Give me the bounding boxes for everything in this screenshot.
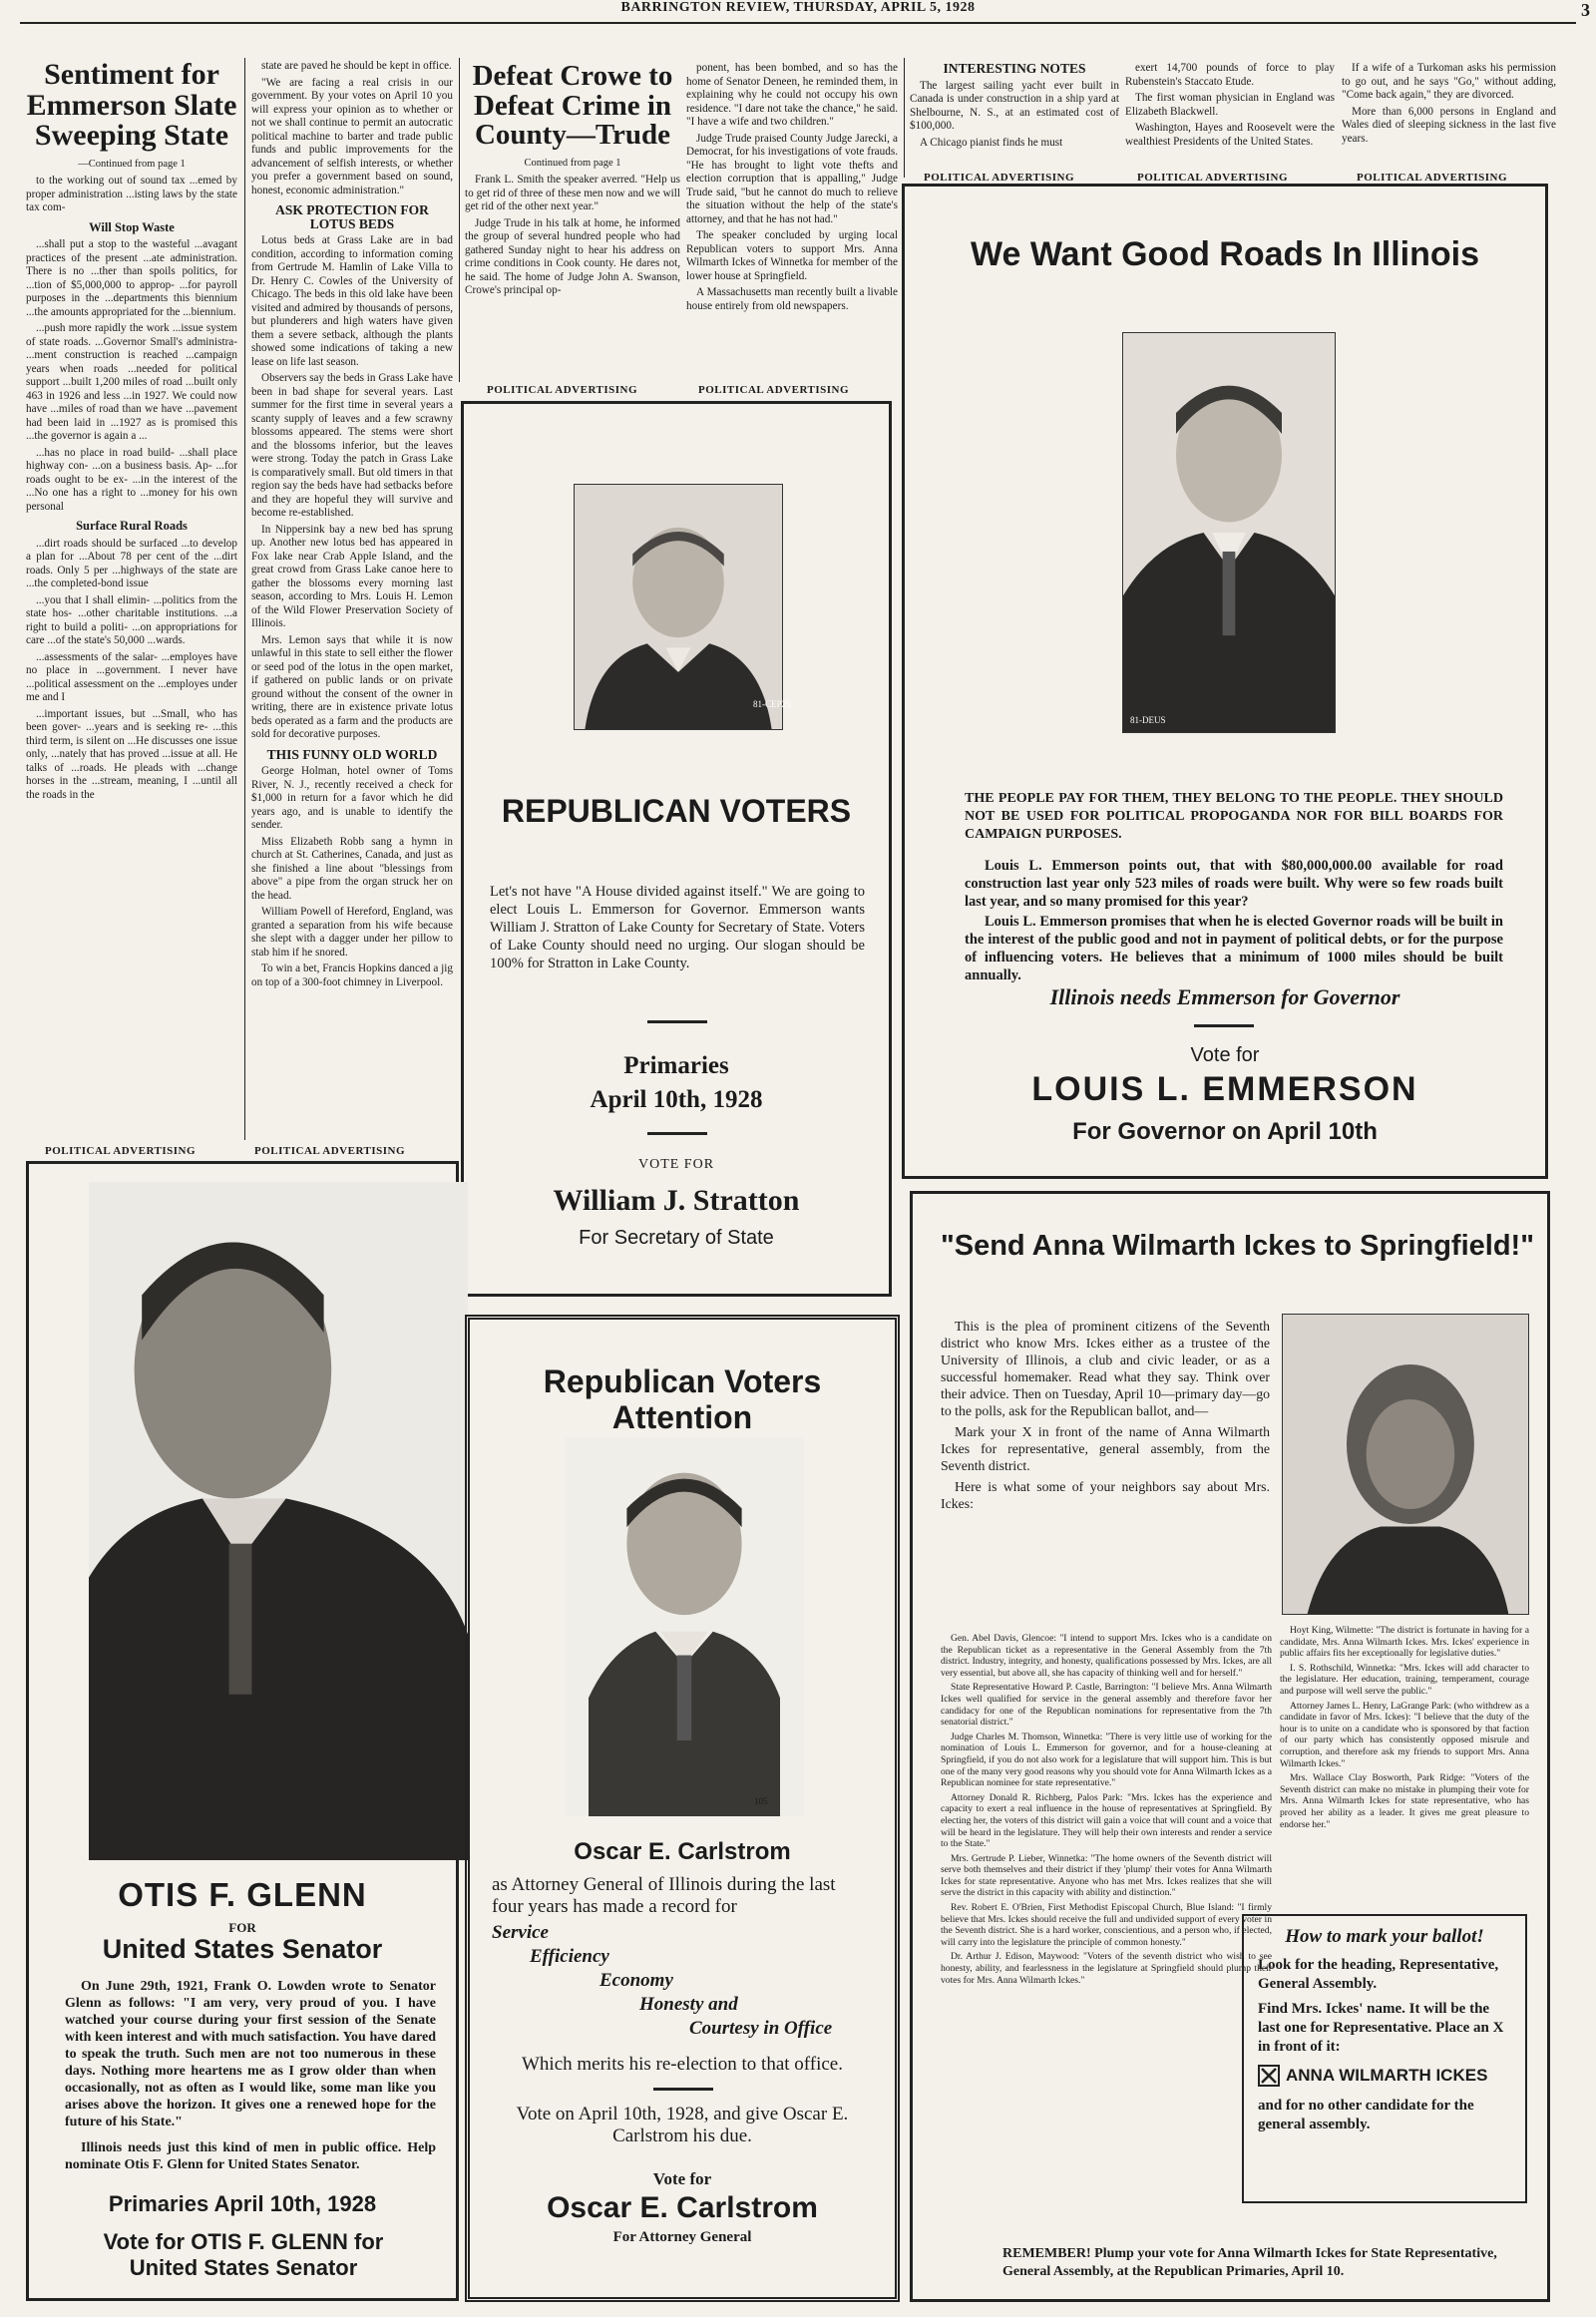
- ad-body: Illinois needs just this kind of men in public office. Help nominate Otis F. Glenn for United States Senator.: [65, 2140, 436, 2172]
- article-paragraph: In Nippersink bay a new bed has sprung up. Another new lotus bed has appeared in Fox lake near Crab Apple Island, and the great crowd from Grass Lake canoe here to gather the blossoms every morning last season, according to Mrs. Louis H. Lemon of the Wild Flower Preservation Society of Illinois.: [251, 523, 453, 629]
- photo-credit: 81-DEUS: [1130, 715, 1166, 725]
- ad-lead: THE PEOPLE PAY FOR THEM, THEY BELONG TO THE PEOPLE. THEY SHOULD NOT BE USED FOR POLITICAL PROPOGANDA NOR FOR BILL BOARDS FOR CAMPAIGN PURPOSES.: [965, 791, 1503, 842]
- ad-intro: [941, 1318, 1270, 1516]
- article-paragraph: Frank L. Smith the speaker averred. "Help us to get rid of three of these men now and we will get rid of the other next year.": [465, 174, 680, 213]
- ballot-heading: How to mark your ballot!: [1285, 1926, 1484, 1947]
- ad-body: Let's not have "A House divided against itself." We are going to elect Louis L. Emmerson for Governor. Emmerson wants William J. Stratton of Lake County for Secretary of State. Voters of Lake County should need no urging. Our slogan should be 100% for Stratton in Lake County.: [490, 884, 865, 971]
- continued-note: —Continued from page 1: [78, 158, 186, 170]
- article-paragraph: To win a bet, Francis Hopkins danced a jig on top of a 300-foot chimney in Liverpool.: [251, 963, 453, 988]
- testimonial: Hoyt King, Wilmette: "The district is fortunate in having for a candidate, Mrs. Anna Wilmarth Ickes. Mrs. Ickes' experience in public affairs fits her exceptionally for legislative duties.": [1280, 1625, 1529, 1660]
- ballot-step: Look for the heading, Representative, General Assembly.: [1258, 1957, 1499, 1992]
- ad-intro: as Attorney General of Illinois during the last four years has made a record for: [492, 1874, 836, 1917]
- testimonial: State Representative Howard P. Castle, Barrington: "I believe Mrs. Anna Wilmarth Ickes well qualified for service in the general assembly and therefore favor her candidacy for one of the Republican nominations for representative from the 7th senatorial district.": [941, 1682, 1272, 1729]
- ad-divider: [647, 1132, 707, 1135]
- article-paragraph: Mrs. Lemon says that while it is now unlawful in this state to sell either the flower or seed pod of the lotus in the open market, if gathered on public lands or on private ground without the consent of the owner in writing, there are in existence private lotus beds operated as a farm and the products are sold for decorative purposes.: [251, 633, 453, 740]
- article-paragraph: ...shall put a stop to the wasteful ...avagant practices of the present ...ate administration. There is no ...ther than spoils politics, for ...tion of $5,000,000 to approp- ...for payroll purposes in the ...departments this biennium ...the amounts appropriated for the ...biennium.: [26, 238, 237, 318]
- interesting-notes-col-c: [1342, 62, 1556, 177]
- political-advertising-label: POLITICAL ADVERTISING: [1357, 172, 1508, 184]
- record-item: Courtesy in Office: [689, 2018, 833, 2039]
- ad-candidate-name: OTIS F. GLENN: [118, 1876, 367, 1913]
- political-advertising-label: POLITICAL ADVERTISING: [924, 172, 1075, 184]
- political-advertising-label: POLITICAL ADVERTISING: [254, 1145, 406, 1157]
- ad-vote-line: Vote for OTIS F. GLENN for United States Senator: [103, 2229, 384, 2280]
- article-headline: Sentiment for Emmerson Slate Sweeping State: [26, 60, 237, 153]
- ad-divider: [647, 1020, 707, 1023]
- ad-date: April 10th, 1928: [590, 1086, 763, 1113]
- ad-paragraph: Louis L. Emmerson promises that when he is elected Governor roads will be built in the interest of the public good and not in payment of political debts, or for the purpose of influencing voters. He believes that a minimum of 1000 miles should be built annually.: [965, 914, 1503, 983]
- photo-carlstrom: [565, 1437, 804, 1816]
- article-headline: Defeat Crowe to Defeat Crime in County—Trude: [472, 62, 673, 152]
- ad-title: "Send Anna Wilmarth Ickes to Springfield!": [941, 1230, 1534, 1262]
- article-headline-funny-world: THIS FUNNY OLD WORLD: [266, 746, 438, 762]
- article-defeat-crowe: [465, 62, 680, 381]
- record-item: Economy: [599, 1970, 673, 1991]
- article-paragraph: Judge Trude in his talk at home, he informed the group of several hundred people who had gathered Sunday night to hear his address on crime conditions in Cook county. He dares not, he said. The home of Judge John A. Swanson, Crowe's principal op-: [465, 216, 680, 297]
- article-paragraph: The speaker concluded by urging local Republican voters to support Mrs. Anna Wilmarth Ickes of Winnetka for member of the lower house at Springfield.: [686, 229, 898, 282]
- interesting-notes-col-a: [910, 62, 1119, 177]
- ad-divider: [1194, 1024, 1254, 1027]
- note-paragraph: The largest sailing yacht ever built in Canada is under construction in a ship yard at Shelbourne, N. S., at an estimated cost of $100,000.: [910, 79, 1119, 132]
- notes-headline: INTERESTING NOTES: [943, 62, 1086, 76]
- intro-paragraph: Here is what some of your neighbors say about Mrs. Ickes:: [941, 1479, 1270, 1511]
- ad-vote-for: Vote for: [1190, 1044, 1260, 1066]
- ballot-footer: and for no other candidate for the general assembly.: [1258, 2098, 1474, 2132]
- article-column-4: [686, 62, 898, 381]
- article-paragraph: Observers say the beds in Grass Lake have been in bad shape for several years. Last summer for the first time in several years a scanty supply of leaves and a few scrawny blossoms appeared. The stems were short and the blossoms inferior, but the leaves were strong. Today the patch in Grass Lake is comparatively small. But old timers in that region say the beds have had setbacks before and they are hopeful they will survive and become re-established.: [251, 372, 453, 519]
- testimonials-left: [941, 1633, 1272, 2216]
- page-number: 3: [1581, 0, 1590, 20]
- ad-candidate-name: Oscar E. Carlstrom: [574, 1838, 791, 1865]
- note-paragraph: exert 14,700 pounds of force to play Rubenstein's Staccato Etude.: [1125, 62, 1335, 88]
- ad-merits: Which merits his re-election to that office.: [521, 2054, 843, 2075]
- testimonial: Rev. Robert E. O'Brien, First Methodist Episcopal Church, Blue Island: "I firmly believe that Mrs. Ickes should receive the full and undivided support of every voter in the Seventh district. She is a hard worker, conscientious, and a person who, if elected, will carry into the legislature the principle of common honesty.": [941, 1902, 1272, 1948]
- article-paragraph: to the working out of sound tax ...emed by proper administration ...isting laws by the state tax com-: [26, 175, 237, 214]
- ad-body: On June 29th, 1921, Frank O. Lowden wrote to Senator Glenn as follows: "I am very, very proud of you. I have watched your course during your first session of the Senate with keen interest and with much satisfaction. You have dared to speak the truth. Such men are not too numerous in these days. Nothing more heartens me as I grow older than when occasionally, not as often as I would like, some man like you arises above the horizon. It gives one a renewed hope for the future of his State.": [65, 1979, 436, 2129]
- ad-office: For Governor on April 10th: [1072, 1118, 1378, 1145]
- ad-office: For Secretary of State: [579, 1227, 774, 1249]
- ad-title: REPUBLICAN VOTERS: [501, 793, 852, 829]
- photo-ickes: [1282, 1314, 1529, 1615]
- article-paragraph: George Holman, hotel owner of Toms River, N. J., recently received a check for $1,000 in return for a favor which he did years ago, and is unable to identify the sender.: [251, 765, 453, 831]
- article-paragraph: state are paved he should be kept in office.: [261, 60, 452, 72]
- testimonial: Attorney Donald R. Richberg, Palos Park: "Mrs. Ickes has the experience and capacity to exert a real influence in the house of representatives at Springfield. By electing her, the voters of this district will gain a voice that will count and a voice that will be heard in the legislature. They will help their own interests and render a service to the State.": [941, 1791, 1272, 1850]
- political-advertising-label: POLITICAL ADVERTISING: [487, 384, 638, 396]
- ad-primaries: Primaries: [623, 1052, 729, 1079]
- ad-vote-line: Vote on April 10th, 1928, and give Oscar E. Carlstrom his due.: [516, 2104, 849, 2146]
- article-paragraph: ...you that I shall elimin- ...politics from the state hos- ...other charitable institutions. ...a right to build a politi- ...on appropriations for care ...of the state's 50,000 ...wards.: [26, 593, 237, 647]
- article-paragraph: ...has no place in road build- ...shall place highway con- ...on a business basis. Ap- ...for roads ought to be ex- ...in the interest of the ...No one has a right to ...money for his own personal: [26, 446, 237, 513]
- article-paragraph: ...assessments of the salar- ...employes have no place in ...government. I never have ...political assessment on the ...employes under me and I: [26, 650, 237, 704]
- ad-stratton: [461, 401, 892, 1297]
- article-headline-lotus: ASK PROTECTION FOR LOTUS BEDS: [275, 202, 429, 231]
- political-advertising-label: POLITICAL ADVERTISING: [698, 384, 850, 396]
- article-paragraph: Lotus beds at Grass Lake are in bad condition, according to information coming from Gertrude M. Hamlin of Lake Villa to Dr. Henry C. Cowles of the University of Chicago. The beds in this old lake have been visited and admired by thousands of persons, but plunderers and high waters have given them a severe setback, although the plants showed some indications of taking a new lease on life last season.: [251, 234, 453, 368]
- ad-carlstrom: [465, 1315, 900, 2302]
- testimonial: Mrs. Wallace Clay Bosworth, Park Ridge: "Voters of the Seventh district can make no mistake in plumping their vote for Mrs. Anna Wilmarth Ickes for state representative, who has proved her ability as a leader. It gives me great pleasure to endorse her.": [1280, 1772, 1529, 1830]
- testimonials-right: [1280, 1625, 1529, 1846]
- record-item: Honesty and: [639, 1994, 738, 2015]
- note-paragraph: Washington, Hayes and Roosevelt were the wealthiest Presidents of the United States.: [1125, 122, 1335, 148]
- article-paragraph: William Powell of Hereford, England, was granted a separation from his wife because she slept with a dagger under her pillow to stab him if he snored.: [251, 906, 453, 959]
- article-subhead: Surface Rural Roads: [76, 519, 188, 534]
- article-paragraph: A Massachusetts man recently built a livable house entirely from old newspapers.: [686, 286, 898, 312]
- ad-divider: [653, 2088, 713, 2091]
- ad-remember: REMEMBER! Plump your vote for Anna Wilmarth Ickes for State Representative, General Assembly, at the Republican Primaries, April 10.: [1002, 2246, 1497, 2279]
- ballot-instructions: [1242, 1914, 1527, 2203]
- testimonial: Dr. Arthur J. Edison, Maywood: "Voters of the seventh district who wish to see honesty, ability, and fearlessness in the legislature at Springfield should plump their votes for Mrs. Anna Wilmarth Ickes.": [941, 1951, 1272, 1986]
- ad-office: For Attorney General: [612, 2229, 752, 2245]
- ballot-mark-row: [1258, 2065, 1511, 2087]
- ad-candidate-name: LOUIS L. EMMERSON: [1031, 1070, 1418, 1108]
- ad-title: We Want Good Roads In Illinois: [971, 235, 1479, 273]
- photo-credit: 81-CEP25: [753, 699, 791, 709]
- intro-paragraph: This is the plea of prominent citizens of the Seventh district who know Mrs. Ickes either as a trustee of the University of Illinois, a club and civic leader, or as a successful homemaker. Read what they say. Think over their advice. Then on Tuesday, April 10—primary day—go to the polls, ask for the Republican ballot, and—: [941, 1319, 1270, 1418]
- ad-vote-for: VOTE FOR: [637, 1157, 715, 1172]
- ad-office: United States Senator: [102, 1934, 383, 1964]
- ad-title: Republican Voters Attention: [543, 1363, 822, 1435]
- continued-note: Continued from page 1: [524, 157, 621, 169]
- article-paragraph: Miss Elizabeth Robb sang a hymn in church at St. Catherines, Canada, and just as she finished a line about "blessings from above" a pipe from the organ struck her on the head.: [251, 835, 453, 902]
- political-advertising-label: POLITICAL ADVERTISING: [1137, 172, 1289, 184]
- article-subhead: Will Stop Waste: [89, 219, 175, 234]
- column-divider: [244, 58, 245, 1140]
- masthead-rule: [20, 22, 1576, 24]
- ad-candidate-name: William J. Stratton: [553, 1184, 800, 1217]
- ad-primaries: Primaries April 10th, 1928: [108, 2191, 377, 2216]
- testimonial: Attorney James L. Henry, LaGrange Park: (who withdrew as a candidate in favor of Mrs. Ickes): "I believe that the duty of the hour is to unite on a candidate who is sponsored by that faction of our party which has consistently opposed misrule and corruption, and therefore ask my friends to support Mrs. Anna Wilmarth Ickes.": [1280, 1700, 1529, 1769]
- record-item: Efficiency: [530, 1946, 609, 1967]
- ad-paragraph: Louis L. Emmerson points out, that with $80,000,000.00 available for road construction last year only 523 miles of roads were built. Why were so few roads built last year, and so many promised for this year?: [965, 858, 1503, 910]
- article-emmerson-slate: [26, 60, 237, 1139]
- ballot-x-box-icon: [1258, 2065, 1280, 2087]
- note-paragraph: More than 6,000 persons in England and Wales died of sleeping sickness in the last five years.: [1342, 105, 1556, 145]
- ad-slogan: Illinois needs Emmerson for Governor: [1049, 984, 1400, 1009]
- column-divider: [459, 58, 460, 382]
- article-paragraph: ...push more rapidly the work ...issue system of state roads. ...Governor Small's administra- ...ment construction is reached ...campaign years when roads ...needed for political support ...built 1,200 miles of road ...built only 463 in 1926 and less ...in 1927. We could now have ...miles of road than we have ...pavement had been laid in ...1927 as is promised this ...the governor is again a ...: [26, 322, 237, 443]
- photo-stratton: [574, 484, 783, 730]
- ad-for: FOR: [228, 1920, 256, 1935]
- ballot-step: Find Mrs. Ickes' name. It will be the last one for Representative. Place an X in front of it:: [1258, 2001, 1504, 2055]
- masthead: BARRINGTON REVIEW, THURSDAY, APRIL 5, 1928: [620, 0, 976, 15]
- photo-glenn: [89, 1182, 468, 1860]
- note-paragraph: The first woman physician in England was Elizabeth Blackwell.: [1125, 92, 1335, 118]
- article-paragraph: ...dirt roads should be surfaced ...to develop a plan for ...About 78 per cent of the ...dirt roads. Only 5 per ...highways of the state are ...the completed-bond issue: [26, 537, 237, 590]
- testimonial: I. S. Rothschild, Winnetka: "Mrs. Ickes will add character to the legislature. Her education, training, temperament, courage and purpose will well serve the public.": [1280, 1662, 1529, 1697]
- ad-vote-for: Vote for: [652, 2169, 712, 2188]
- article-paragraph: "We are facing a real crisis in our government. By your votes on April 10 you will express your opinion as to whether or not we shall continue to permit an autocratic political machine to barter and trade public funds and public improvements for the advancement of selfish interests, or whether you prefer a government based on sound, honest, economic administration.": [251, 76, 453, 196]
- article-paragraph: Judge Trude praised County Judge Jarecki, a Democrat, for his investigations of vote frauds. "He has brought to light vote thefts and election corruption that is appalling," Judge Trude said, "but he cannot do much to relieve the situation without the help of the state's attorney, and that he has not had.": [686, 132, 898, 225]
- interesting-notes-col-b: [1125, 62, 1335, 177]
- article-paragraph: ponent, has been bombed, and so has the home of Senator Deneen, he reminded them, in explaining why he could not occupy his own residence. "I dare not take the chance," he said. "I have a wife and two children.": [686, 62, 898, 128]
- testimonial: Mrs. Gertrude P. Lieber, Winnetka: "The home owners of the Seventh district will serve both themselves and their district if they 'plump' their votes for Anna Wilmarth Ickes for state representative. Anyone who has met Mrs. Ickes realizes that she will serve the district in this capacity with ability and distinction.": [941, 1852, 1272, 1899]
- ballot-candidate-name: ANNA WILMARTH ICKES: [1286, 2066, 1488, 2085]
- note-paragraph: A Chicago pianist finds he must: [920, 136, 1063, 149]
- record-item: Service: [492, 1922, 549, 1943]
- testimonial: Gen. Abel Davis, Glencoe: "I intend to support Mrs. Ickes who is a candidate on the Republican ticket as a representative in the General Assembly from the 7th district. Industry, integrity, and honesty, qualifications possessed by Mrs. Ickes, are all very essential, but above all, she has capacity of thinking well and for herself.": [941, 1633, 1272, 1679]
- political-advertising-label: POLITICAL ADVERTISING: [45, 1145, 197, 1157]
- column-divider: [904, 58, 905, 178]
- ad-emmerson: [902, 184, 1548, 1179]
- testimonial: Judge Charles M. Thomson, Winnetka: "There is very little use of working for the nomination of Louis L. Emmerson for governor, and for a house-cleaning at Springfield, if you do not also work for a legislature that will support him. This is but one of the many very good reasons why you should vote for Anna Wilmarth Ickes as a Republican nominee for state representative.": [941, 1731, 1272, 1789]
- article-paragraph: ...important issues, but ...Small, who has been gover- ...years and is seeking re- ...this third term, is silent on ...He discusses one issue only, ...nately that has proved ...issue at all. He talks of ...roads. He pleads with ...change horses in the ...stream, meaning, I ...until all the roads in the: [26, 707, 237, 801]
- photo-emmerson: [1122, 332, 1336, 733]
- intro-paragraph: Mark your X in front of the name of Anna Wilmarth Ickes for representative, general assembly, from the Seventh district.: [941, 1424, 1270, 1473]
- ad-candidate-name: Oscar E. Carlstrom: [547, 2191, 818, 2224]
- photo-credit: 105: [754, 1796, 768, 1806]
- ad-glenn: [26, 1161, 459, 2301]
- note-paragraph: If a wife of a Turkoman asks his permission to go out, and he says "Go," without adding, "Come back again," they are divorced.: [1342, 62, 1556, 101]
- ad-ickes: [910, 1191, 1550, 2302]
- article-column-2: [251, 60, 453, 1139]
